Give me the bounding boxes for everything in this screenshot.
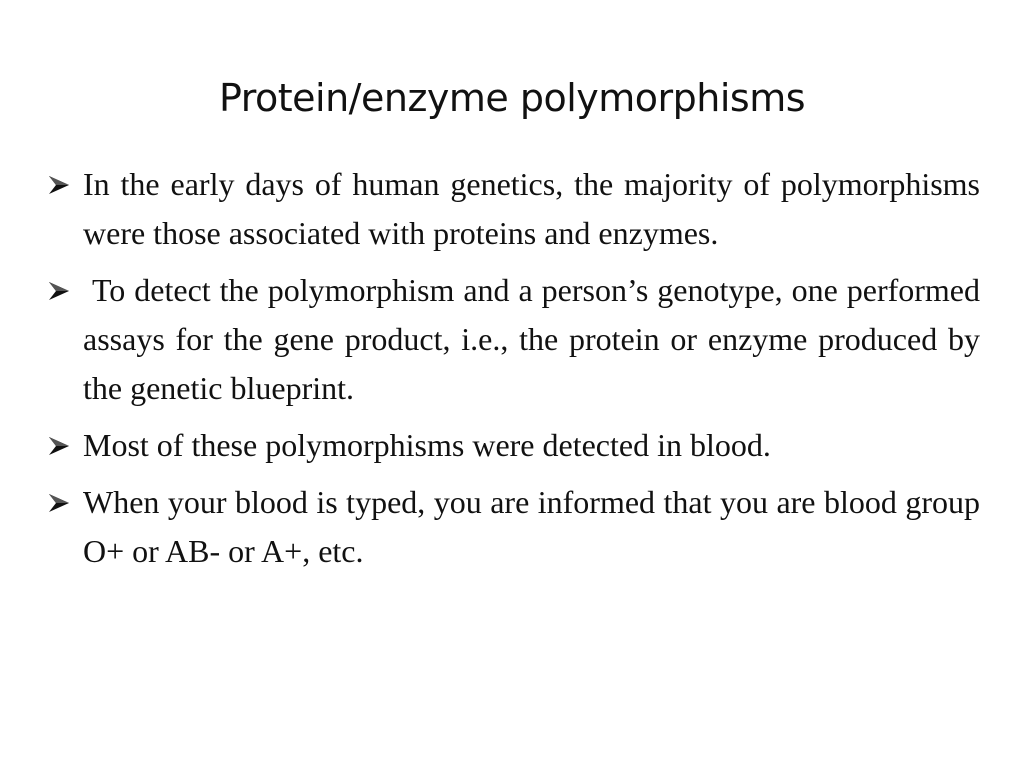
- arrow-bullet-icon: [46, 421, 74, 470]
- bullet-list: [46, 160, 989, 584]
- bullet-text: To detect the polymorphism and a person’s genotype, one performed assays for the gene product, i.e., the protein or enzyme produced by the genetic blueprint.: [83, 272, 989, 406]
- bullet-text: When your blood is typed, you are informed that you are blood group O+ or AB- or A+, etc.: [83, 484, 980, 569]
- arrow-bullet-icon: [46, 478, 74, 527]
- arrow-bullet-icon: [46, 160, 74, 209]
- bullet-text: In the early days of human genetics, the majority of polymorphisms were those associated with proteins and enzymes.: [83, 166, 980, 251]
- bullet-item: [46, 266, 989, 413]
- bullet-item: [46, 478, 980, 576]
- arrow-bullet-icon: [46, 266, 74, 315]
- bullet-item: [46, 160, 980, 258]
- bullet-item: [46, 421, 980, 470]
- bullet-text: Most of these polymorphisms were detected in blood.: [83, 427, 771, 463]
- slide-title: Protein/enzyme polymorphisms: [218, 76, 806, 120]
